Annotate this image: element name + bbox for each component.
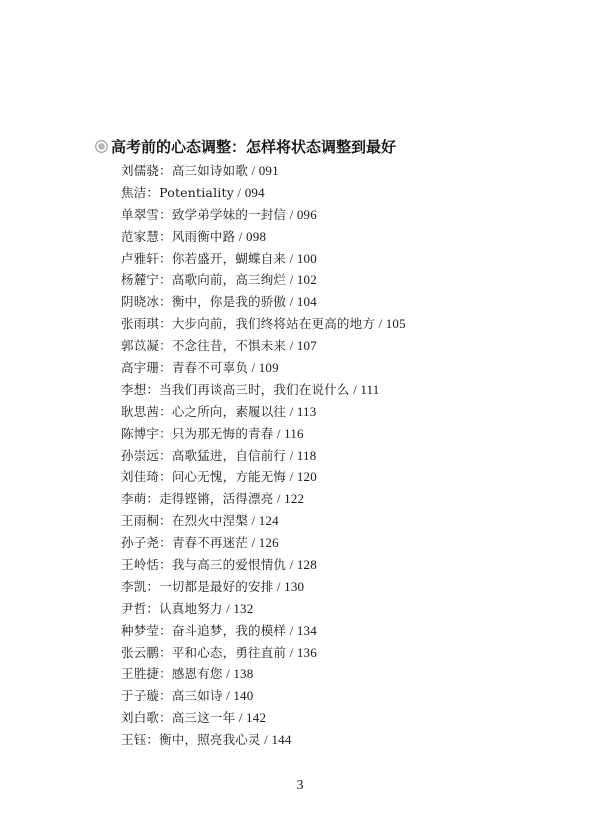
section-heading (95, 136, 396, 157)
toc-entry (121, 357, 406, 379)
toc-entry (121, 379, 406, 401)
toc-title: 风雨衡中路 (171, 228, 236, 244)
toc-entry (121, 204, 406, 226)
toc-page: 130 (284, 578, 305, 594)
toc-entry (121, 313, 406, 335)
toc-author: 王钰 (121, 732, 147, 748)
toc-page-prefix: / (286, 338, 297, 354)
toc-page: 100 (296, 250, 317, 266)
toc-page: 113 (296, 403, 317, 419)
toc-author: 杨麓宁 (121, 272, 160, 288)
toc-page: 132 (233, 600, 254, 616)
toc-author: 种梦莹 (121, 622, 160, 638)
toc-page: 138 (233, 666, 254, 682)
toc-page: 126 (258, 535, 279, 551)
toc-author: 郭苡凝 (121, 338, 160, 354)
toc-page-prefix: / (233, 184, 245, 200)
toc-separator: ： (159, 557, 172, 573)
toc-page: 122 (284, 491, 305, 507)
toc-entry (121, 663, 406, 685)
toc-entry (121, 291, 406, 313)
toc-page-prefix: / (349, 381, 361, 397)
toc-title: 感恩有您 (171, 666, 223, 682)
toc-author: 李想 (121, 381, 147, 397)
toc-separator: ： (159, 206, 172, 222)
toc-entry (121, 554, 406, 576)
toc-page-prefix: / (286, 294, 297, 310)
toc-separator: ： (146, 491, 160, 507)
toc-separator: ： (159, 513, 172, 529)
toc-page-prefix: / (286, 469, 297, 485)
toc-page-prefix: / (286, 644, 297, 660)
toc-page-prefix: / (273, 491, 285, 507)
toc-title: 大步向前，我们终将站在更高的地方 (171, 316, 376, 332)
toc-title: 在烈火中涅槃 (171, 513, 249, 529)
toc-page-prefix: / (286, 206, 297, 222)
toc-page: 118 (296, 447, 317, 463)
toc-separator: ： (159, 228, 172, 244)
toc-author: 范家慧 (121, 228, 160, 244)
toc-title: 青春不再迷茫 (171, 535, 249, 551)
toc-page-prefix: / (286, 272, 297, 288)
toc-title: 高歌猛进，自信前行 (171, 447, 287, 463)
toc-author: 阴晓冰 (121, 294, 160, 310)
toc-author: 王雨桐 (121, 513, 160, 529)
toc-separator: ： (159, 250, 172, 266)
toc-author: 高宇珊 (121, 360, 160, 376)
toc-page-prefix: / (260, 732, 272, 748)
toc-entry (121, 510, 406, 532)
toc-title: 走得铿锵，活得漂亮 (159, 491, 274, 507)
toc-page-prefix: / (248, 513, 259, 529)
toc-entry (121, 445, 406, 467)
toc-page-prefix: / (286, 557, 297, 573)
toc-entry (121, 466, 406, 488)
toc-page-prefix: / (286, 447, 297, 463)
toc-separator: ： (146, 600, 160, 616)
toc-title: 一切都是最好的安排 (159, 578, 274, 594)
toc-page: 107 (296, 338, 317, 354)
toc-entry (121, 685, 406, 707)
toc-separator: ： (159, 163, 172, 178)
toc-entry (121, 335, 406, 357)
toc-author: 孙子尧 (121, 535, 160, 551)
toc-author: 刘佳琦 (121, 469, 160, 485)
toc-author: 耿思茜 (121, 403, 160, 419)
toc-author: 于子璇 (121, 688, 160, 704)
toc-entry (121, 401, 406, 423)
toc-entry (121, 576, 406, 598)
toc-page-prefix: / (248, 535, 259, 551)
toc-page: 105 (385, 316, 406, 332)
toc-author: 陈博宇 (121, 425, 160, 441)
toc-page: 134 (296, 622, 317, 638)
toc-title: 衡中，你是我的骄傲 (171, 294, 287, 310)
toc-page: 091 (258, 163, 279, 178)
toc-separator: ： (159, 535, 172, 551)
toc-entry (121, 248, 406, 270)
toc-page-prefix: / (222, 688, 234, 704)
toc-title: 高三这一年 (171, 710, 236, 726)
toc-author: 张雨琪 (121, 316, 160, 332)
toc-page: 104 (296, 294, 317, 310)
toc-separator: ： (159, 644, 172, 660)
toc-title: 致学弟学妹的一封信 (171, 206, 287, 222)
toc-page: 096 (296, 206, 317, 222)
toc-author: 刘白歌 (121, 710, 160, 726)
toc-separator: ： (159, 688, 172, 704)
toc-separator: ： (146, 381, 160, 397)
toc-page-prefix: / (248, 360, 259, 376)
toc-separator: ： (159, 666, 172, 682)
toc-title: 平和心态，勇往直前 (171, 644, 287, 660)
toc-title: 衡中，照亮我心灵 (159, 732, 261, 748)
toc-page: 128 (296, 557, 317, 573)
toc-separator: ： (159, 425, 172, 441)
toc-page: 140 (233, 688, 254, 704)
toc-author: 孙崇远 (121, 447, 160, 463)
toc-author: 卢雅轩 (121, 250, 160, 266)
toc-separator: ： (159, 338, 172, 354)
toc-entry (121, 488, 406, 510)
toc-entry (121, 642, 406, 664)
toc-separator: ： (159, 447, 172, 463)
toc-entry (121, 226, 406, 248)
toc-author: 王岭恬 (121, 557, 160, 573)
toc-title: 你若盛开，蝴蝶自来 (171, 250, 287, 266)
toc-entry (121, 620, 406, 642)
toc-entry (121, 160, 406, 182)
toc-page-prefix: / (273, 425, 285, 441)
toc-page-prefix: / (235, 228, 247, 244)
toc-author: 李凯 (121, 578, 147, 594)
toc-title: 高三如诗 (171, 688, 223, 704)
toc-title: Potentiality (159, 184, 234, 200)
toc-entry (121, 707, 406, 729)
toc-author: 尹哲 (121, 600, 147, 616)
toc-separator: ： (159, 403, 172, 419)
toc-title: 当我们再谈高三时，我们在说什么 (159, 381, 350, 397)
toc-entry (121, 269, 406, 291)
toc-page-prefix: / (222, 600, 234, 616)
toc-page-prefix: / (273, 578, 285, 594)
toc-entry (121, 423, 406, 445)
toc-separator: ： (146, 578, 160, 594)
toc-title: 我与高三的爱恨情仇 (171, 557, 287, 573)
toc-title: 不念往昔，不惧未来 (171, 338, 287, 354)
toc-entry (121, 598, 406, 620)
toc-separator: ： (159, 272, 172, 288)
toc-page-prefix: / (375, 316, 386, 332)
toc-separator: ： (159, 360, 172, 376)
toc-page-prefix: / (222, 666, 234, 682)
toc-page-prefix: / (286, 403, 297, 419)
toc-title: 心之所向，素履以往 (171, 403, 287, 419)
toc-title: 青春不可辜负 (171, 360, 249, 376)
toc-separator: ： (159, 622, 172, 638)
toc-separator: ： (146, 184, 160, 200)
toc-page: 094 (244, 184, 265, 200)
toc-page: 116 (284, 425, 304, 441)
toc-title: 只为那无悔的青春 (171, 425, 274, 441)
page-number: 3 (296, 778, 304, 793)
toc-author: 李萌 (121, 491, 147, 507)
section-title: 高考前的心态调整：怎样将状态调整到最好 (111, 138, 397, 156)
toc-title: 高三如诗如歌 (171, 163, 249, 178)
toc-page: 124 (258, 513, 279, 529)
toc-title: 奋斗追梦，我的模样 (171, 622, 287, 638)
toc-author: 焦洁 (121, 184, 147, 200)
toc-entry (121, 182, 406, 204)
toc-page: 098 (246, 228, 267, 244)
toc-page: 111 (360, 381, 380, 397)
toc-author: 单翠雪 (121, 206, 160, 222)
toc-page: 142 (246, 710, 267, 726)
toc-title: 问心无愧，方能无悔 (171, 469, 287, 485)
toc-author: 张云鹏 (121, 644, 160, 660)
toc-page-prefix: / (286, 250, 297, 266)
toc-separator: ： (159, 316, 172, 332)
toc-author: 王胜捷 (121, 666, 160, 682)
toc-page-prefix: / (235, 710, 247, 726)
toc-title: 高歌向前，高三绚烂 (171, 272, 287, 288)
toc-separator: ： (146, 732, 160, 748)
toc-page: 109 (258, 360, 279, 376)
toc-title: 认真地努力 (159, 600, 223, 616)
toc-page: 136 (296, 644, 317, 660)
toc-page: 102 (296, 272, 317, 288)
toc-separator: ： (159, 710, 172, 726)
toc-entry (121, 532, 406, 554)
toc-page: 120 (296, 469, 317, 485)
toc-list (121, 160, 406, 751)
toc-separator: ： (159, 469, 172, 485)
toc-separator: ： (159, 294, 172, 310)
circled-bullet-icon (95, 140, 108, 153)
toc-page: 144 (271, 732, 292, 748)
toc-author: 刘儒骁 (121, 163, 160, 178)
toc-page-prefix: / (286, 622, 297, 638)
toc-entry (121, 729, 406, 751)
toc-page-prefix: / (248, 163, 259, 178)
